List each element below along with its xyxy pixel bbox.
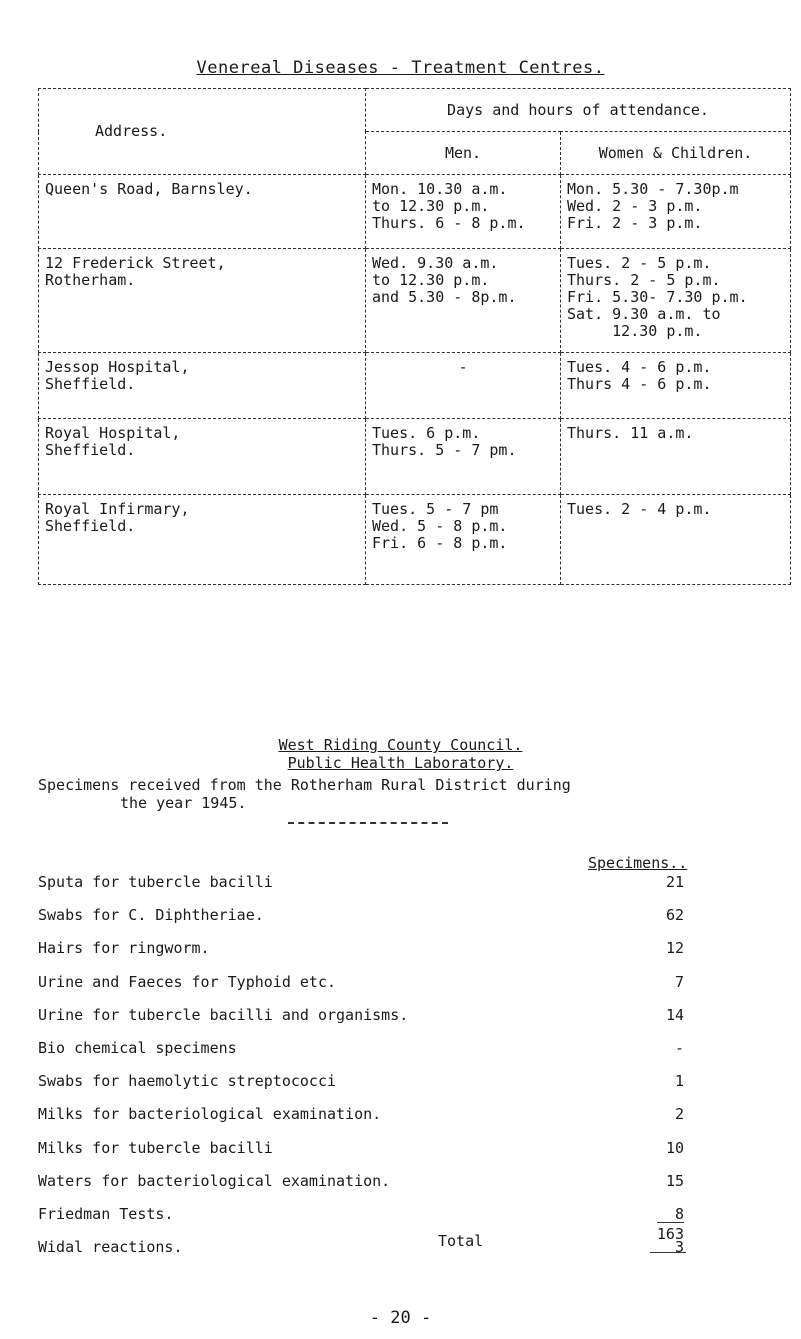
women-hours-cell: Tues. 4 - 6 p.m. Thurs 4 - 6 p.m.: [561, 353, 791, 419]
address-cell: 12 Frederick Street, Rotherham.: [39, 249, 366, 353]
table-row: [39, 495, 791, 585]
specimen-label: Hairs for ringworm.: [38, 939, 210, 958]
lab-intro: [38, 776, 758, 812]
table-row: [39, 353, 791, 419]
women-hours-cell: Tues. 2 - 4 p.m.: [561, 495, 791, 585]
table-row: [39, 419, 791, 495]
specimen-label: Bio chemical specimens: [38, 1039, 237, 1057]
women-hours-cell: Tues. 2 - 5 p.m. Thurs. 2 - 5 p.m. Fri. 5.30- 7.30 p.m. Sat. 9.30 a.m. to 12.30 p.m.: [561, 249, 791, 353]
men-hours-cell: Tues. 5 - 7 pm Wed. 5 - 8 p.m. Fri. 6 - 8 p.m.: [366, 495, 561, 585]
list-item: [38, 1138, 698, 1158]
specimen-label: Swabs for haemolytic streptococci: [38, 1072, 337, 1091]
specimen-label: Waters for bacteriological examination.: [38, 1171, 391, 1190]
lab-heading: [0, 736, 801, 772]
total-row: [38, 1225, 698, 1256]
table-row: [39, 175, 791, 249]
specimen-count: 15: [665, 1171, 684, 1190]
address-cell: Royal Infirmary, Sheffield.: [39, 495, 366, 585]
address-header: Address.: [39, 89, 366, 175]
men-hours-cell: Mon. 10.30 a.m. to 12.30 p.m. Thurs. 6 - 8 p.m.: [366, 175, 561, 249]
specimen-label: Friedman Tests.: [38, 1205, 174, 1223]
list-item: [38, 1038, 698, 1058]
specimen-count: 2: [674, 1105, 684, 1124]
specimen-label: Urine and Faeces for Typhoid etc.: [38, 972, 337, 991]
table-header-row: [39, 89, 791, 132]
list-item: [38, 972, 698, 992]
page-number: - 20 -: [369, 1308, 432, 1328]
treatment-centres-table: [38, 88, 791, 585]
men-hours-cell: -: [366, 353, 561, 419]
days-hours-header: Days and hours of attendance.: [366, 89, 791, 132]
specimen-label: Widal reactions.: [38, 1238, 183, 1257]
address-cell: Queen's Road, Barnsley.: [39, 175, 366, 249]
specimen-count: -: [674, 1039, 684, 1057]
specimen-count: 3: [674, 1238, 684, 1257]
specimen-count: 8: [674, 1205, 684, 1223]
specimen-label: Milks for bacteriological examination.: [38, 1105, 382, 1124]
page-title: Venereal Diseases - Treatment Centres.: [196, 58, 605, 78]
address-cell: Royal Hospital, Sheffield.: [39, 419, 366, 495]
list-item: [38, 1204, 698, 1224]
list-item: [38, 1005, 698, 1025]
lab-title-line1: West Riding County Council.: [278, 736, 523, 754]
specimen-label: Swabs for C. Diphtheriae.: [38, 906, 264, 925]
specimen-count: 10: [665, 1138, 684, 1157]
table-row: [39, 249, 791, 353]
list-item: [38, 1071, 698, 1091]
address-cell: Jessop Hospital, Sheffield.: [39, 353, 366, 419]
list-item: [38, 1104, 698, 1124]
specimen-label: Urine for tubercle bacilli and organisms.: [38, 1005, 409, 1024]
women-children-header: Women & Children.: [561, 132, 791, 175]
men-header: Men.: [366, 132, 561, 175]
intro-line1: Specimens received from the Rotherham Rural District during: [38, 776, 571, 794]
men-hours-cell: Wed. 9.30 a.m. to 12.30 p.m. and 5.30 - 8p.m.: [366, 249, 561, 353]
specimen-count: 1: [674, 1072, 684, 1091]
total-underline: [650, 1252, 686, 1253]
men-hours-cell: Tues. 6 p.m. Thurs. 5 - 7 pm.: [366, 419, 561, 495]
women-hours-cell: Thurs. 11 a.m.: [561, 419, 791, 495]
specimen-count: 62: [665, 906, 684, 925]
specimen-count: 12: [665, 939, 684, 958]
specimen-count: 14: [665, 1005, 684, 1024]
total-value: 163: [657, 1222, 684, 1243]
list-item: [38, 872, 698, 892]
divider: [288, 822, 448, 824]
list-item: [38, 905, 698, 925]
specimen-label: Milks for tubercle bacilli: [38, 1138, 273, 1157]
specimen-label: Sputa for tubercle bacilli: [38, 873, 273, 891]
specimen-count: 21: [665, 873, 684, 891]
specimen-count: 7: [674, 972, 684, 991]
intro-line2: the year 1945.: [120, 794, 247, 812]
specimens-column-heading: Specimens..: [588, 854, 688, 872]
women-hours-cell: Mon. 5.30 - 7.30p.m Wed. 2 - 3 p.m. Fri. 2 - 3 p.m.: [561, 175, 791, 249]
list-item: [38, 938, 698, 958]
total-label: Total: [438, 1232, 484, 1250]
list-item: [38, 1171, 698, 1191]
lab-title-line2: Public Health Laboratory.: [287, 754, 514, 772]
